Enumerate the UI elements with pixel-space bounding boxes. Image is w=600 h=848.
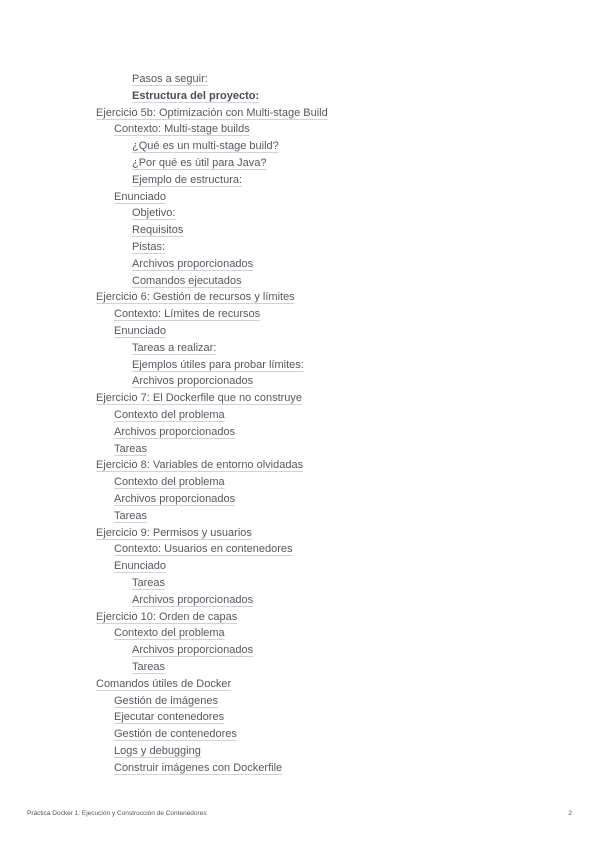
toc-entry[interactable]: Ejecutar contenedores	[114, 711, 225, 724]
toc-entry[interactable]: Ejemplos útiles para probar límites:	[132, 358, 304, 371]
toc-entry[interactable]: Logs y debugging	[114, 745, 201, 757]
toc-entry[interactable]: Contexto del problema	[114, 476, 225, 489]
toc-entry[interactable]: Pistas:	[132, 241, 166, 253]
toc-entry[interactable]: Contexto del problema	[114, 409, 225, 421]
toc-entry[interactable]: Comandos ejecutados	[132, 274, 242, 287]
toc-entry[interactable]: Estructura del proyecto:	[132, 89, 260, 102]
toc-entry[interactable]: Contexto: Multi-stage builds	[114, 123, 250, 136]
toc-entry[interactable]: Archivos proporcionados	[132, 257, 254, 270]
toc-entry[interactable]: Pasos a seguir:	[132, 73, 208, 85]
toc-entry[interactable]: ¿Por qué es útil para Java?	[132, 157, 267, 169]
toc-entry[interactable]: Construir imágenes con Dockerfile	[114, 761, 283, 774]
toc-entry[interactable]: Contexto: Usuarios en contenedores	[114, 543, 293, 556]
toc-entry[interactable]: Ejercicio 6: Gestión de recursos y límites	[96, 291, 295, 304]
toc-entry[interactable]: Objetivo:	[132, 207, 176, 220]
toc-entry[interactable]: ¿Qué es un multi-stage build?	[132, 140, 279, 153]
toc-entry[interactable]: Comandos útiles de Docker	[96, 677, 232, 690]
toc-entry[interactable]: Gestión de imágenes	[114, 694, 218, 707]
toc-entry[interactable]: Archivos proporcionados	[114, 493, 236, 505]
toc-entry[interactable]: Archivos proporcionados	[132, 593, 254, 606]
toc-entry[interactable]: Tareas	[114, 509, 148, 522]
toc-entry[interactable]: Enunciado	[114, 190, 166, 203]
toc-entry[interactable]: Ejercicio 5b: Optimización con Multi-stage Build	[96, 106, 328, 119]
toc-entry[interactable]: Enunciado	[114, 325, 166, 337]
footer-title: Práctica Docker 1: Ejecución y Construcción de Contenedores	[27, 810, 207, 817]
toc-entry[interactable]: Enunciado	[114, 560, 166, 573]
toc-entry[interactable]: Tareas	[114, 442, 148, 455]
toc-entry[interactable]: Ejercicio 9: Permisos y usuarios	[96, 526, 252, 539]
toc-entry[interactable]: Gestión de contenedores	[114, 728, 237, 741]
toc-entry[interactable]: Ejemplo de estructura:	[132, 173, 243, 186]
toc-entry[interactable]: Archivos proporcionados	[132, 644, 254, 657]
toc-entry[interactable]: Requisitos	[132, 224, 184, 237]
toc-entry[interactable]: Ejercicio 7: El Dockerfile que no construye	[96, 392, 303, 405]
toc-entry[interactable]: Tareas a realizar:	[132, 341, 217, 354]
toc-entry[interactable]: Tareas	[132, 661, 166, 673]
toc-entry[interactable]: Ejercicio 10: Orden de capas	[96, 610, 238, 623]
page-number: 2	[568, 810, 572, 817]
toc-entry[interactable]: Tareas	[132, 577, 166, 589]
toc-entry[interactable]: Contexto: Límites de recursos	[114, 308, 261, 321]
toc-entry[interactable]: Archivos proporcionados	[114, 425, 236, 438]
toc-entry[interactable]: Ejercicio 8: Variables de entorno olvidadas	[96, 459, 304, 472]
toc-entry[interactable]: Contexto del problema	[114, 627, 225, 640]
toc-entry[interactable]: Archivos proporcionados	[132, 375, 254, 388]
